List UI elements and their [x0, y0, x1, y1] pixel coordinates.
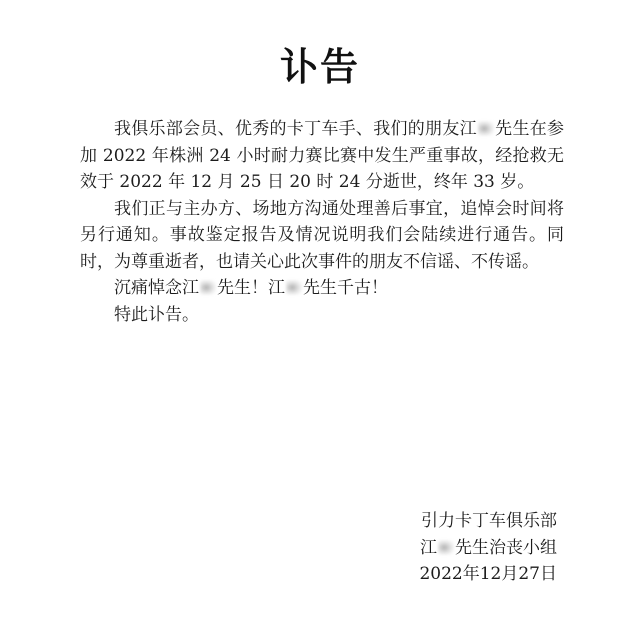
mourning-text-3: 先生千古！	[303, 278, 388, 298]
paragraph-arrangements: 我们正与主办方、场地方沟通处理善后事宜，追悼会时间将另行通知。事故鉴定报告及情况说明我们会陆续进行通告。同时，为尊重逝者，也请关心此次事件的朋友不信谣、不传谣。	[80, 198, 564, 272]
paragraph-closing: 特此讣告。	[114, 304, 199, 325]
mourning-text-1: 沉痛悼念江	[114, 278, 199, 298]
signature-committee	[419, 535, 557, 562]
signature-date: 2022年12月27日	[419, 564, 557, 584]
redacted-name-blur	[478, 121, 494, 136]
redacted-name-blur	[286, 280, 302, 295]
committee-prefix: 江	[420, 537, 437, 558]
committee-suffix: 先生治丧小组	[455, 537, 557, 558]
signature-org: 引力卡丁车俱乐部	[421, 511, 557, 531]
signature-block	[419, 508, 557, 588]
mourning-text-2: 先生！江	[217, 278, 285, 298]
announcement-text-end: 先生在参加 2022 年株洲 24 小时耐力赛比赛中发生严重事故，经抢救无效于 2022 年 12 月 25 日 20 时 24 分逝世，终年 33 岁。	[80, 119, 565, 192]
announcement-text-start: 我俱乐部会员、优秀的卡丁车手、我们的朋友江	[114, 119, 477, 139]
redacted-name-blur	[200, 280, 216, 295]
redacted-name-blur	[438, 540, 454, 555]
page-title: 讣告	[279, 45, 360, 89]
paragraph-announcement	[80, 116, 564, 196]
paragraph-mourning	[80, 275, 564, 302]
obituary-body	[80, 116, 564, 328]
